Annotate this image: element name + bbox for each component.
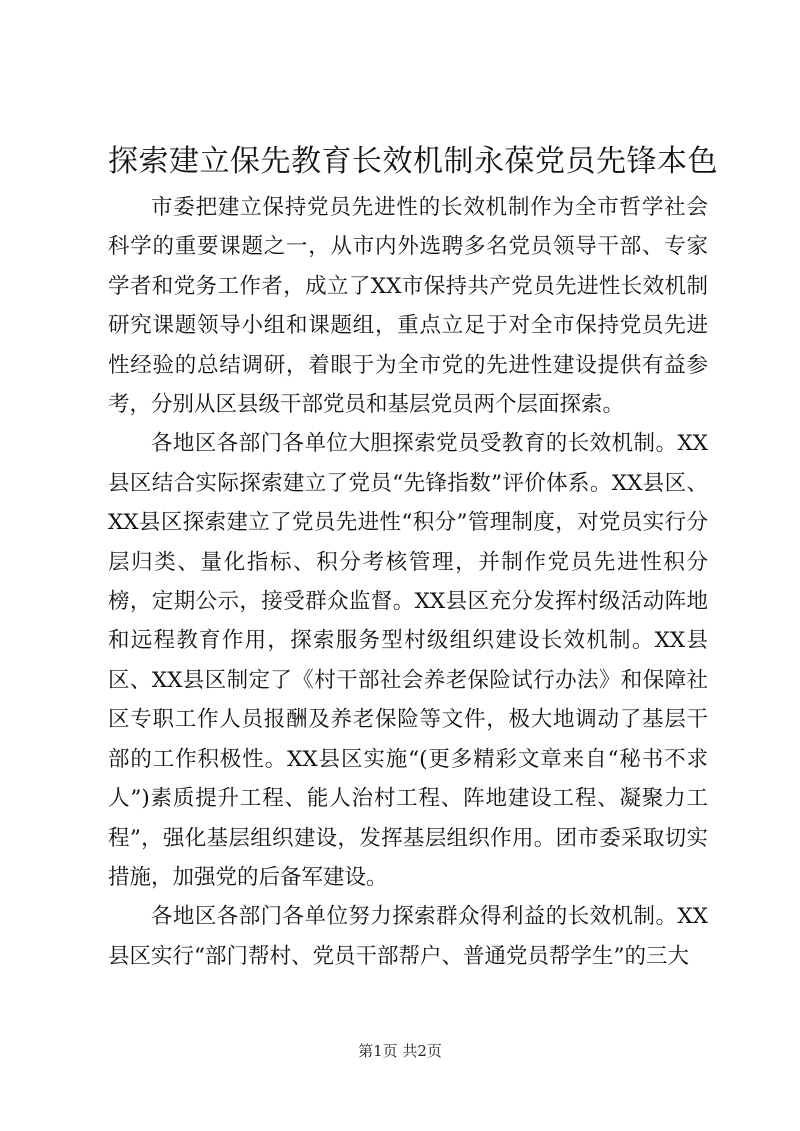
document-title: 探索建立保先教育长效机制永葆党员先锋本色 — [108, 144, 718, 179]
paragraph-2: 各地区各部门各单位大胆探索党员受教育的长效机制。XX县区结合实际探索建立了党员“先锋指数”评价体系。XX县区、XX县区探索建立了党员先进性“积分”管理制度，对党员实行分层归类、量化指标、积分考核管理，并制作党员先进性积分榜，定期公示，接受群众监督。XX县区充分发挥村级活动阵地和远程教育作用，探索服务型村级组织建设长效机制。XX县区、XX县区制定了《村干部社会养老保险试行办法》和保障社区专职工作人员报酬及养老保险等文件，极大地调动了基层干部的工作积极性。XX县区实施“(更多精彩文章来自“秘书不求人”)素质提升工程、能人治村工程、阵地建设工程、凝聚力工程”，强化基层组织建设，发挥基层组织作用。团市委采取切实措施，加强党的后备军建设。 — [108, 431, 708, 890]
page-footer — [0, 1041, 800, 1061]
page-indicator: 第1页 共2页 — [358, 1042, 442, 1060]
document-body — [108, 188, 708, 976]
paragraph-1: 市委把建立保持党员先进性的长效机制作为全市哲学社会科学的重要课题之一，从市内外选聘多名党员领导干部、专家学者和党务工作者，成立了XX市保持共产党员先进性长效机制研究课题领导小组和课题组，重点立足于对全市保持党员先进性经验的总结调研，着眼于为全市党的先进性建设提供有益参考，分别从区县级干部党员和基层党员两个层面探索。 — [108, 195, 708, 418]
paragraph-3: 各地区各部门各单位努力探索群众得利益的长效机制。XX县区实行“部门帮村、党员干部帮户、普通党员帮学生”的三大 — [108, 904, 708, 969]
